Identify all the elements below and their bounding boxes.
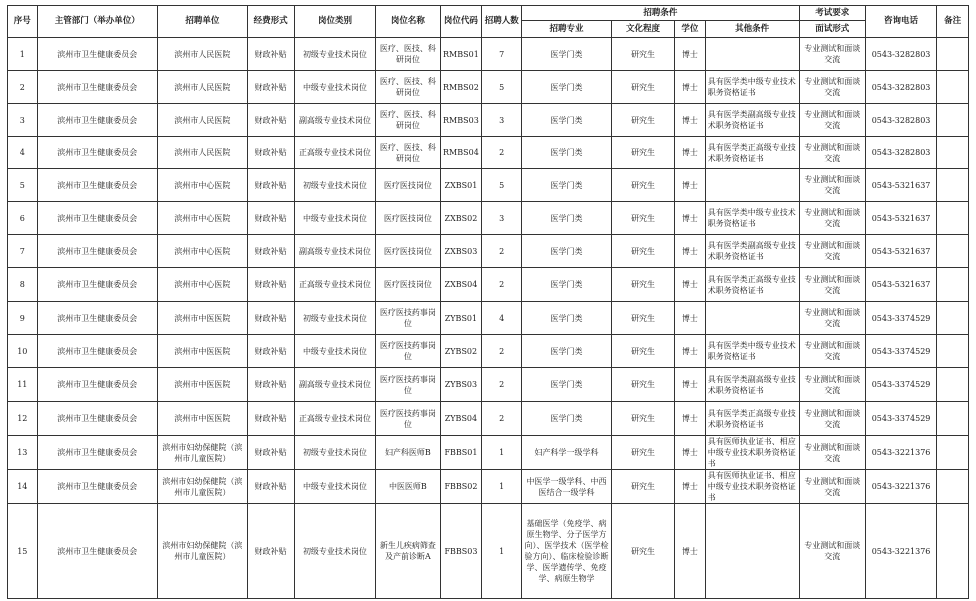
cell-position-name: 医疗医技岗位 <box>376 268 440 302</box>
cell-unit: 滨州市妇幼保健院（滨州市儿童医院） <box>157 504 247 599</box>
cell-headcount: 3 <box>482 104 522 137</box>
cell-other-conditions: 具有医学类副高级专业技术职务资格证书 <box>705 368 799 402</box>
cell-degree: 博士 <box>675 436 706 470</box>
cell-degree: 博士 <box>675 402 706 436</box>
cell-degree: 博士 <box>675 169 706 202</box>
cell-remark <box>937 368 969 402</box>
cell-position-code: RMBS03 <box>440 104 482 137</box>
cell-dept: 滨州市卫生健康委员会 <box>37 104 157 137</box>
cell-dept: 滨州市卫生健康委员会 <box>37 504 157 599</box>
cell-major: 医学门类 <box>522 402 612 436</box>
cell-position-code: FBBS02 <box>440 470 482 504</box>
cell-exam-form: 专业测试和面谈交流 <box>799 38 865 71</box>
cell-fund: 财政补贴 <box>247 235 294 268</box>
cell-position-name: 医疗医技岗位 <box>376 169 440 202</box>
cell-seq: 14 <box>8 470 38 504</box>
cell-unit: 滨州市中医医院 <box>157 368 247 402</box>
cell-position-name: 医疗医技岗位 <box>376 235 440 268</box>
cell-phone: 0543-3282803 <box>865 137 936 169</box>
cell-remark <box>937 235 969 268</box>
cell-major: 基础医学（免疫学、病原生物学、分子医学方向）、医学技术（医学检验方向）、临床检验诊断学、医学遗传学、免疫学、病原生物学 <box>522 504 612 599</box>
cell-major: 医学门类 <box>522 335 612 368</box>
cell-position-type: 中级专业技术岗位 <box>294 470 376 504</box>
cell-unit: 滨州市中医医院 <box>157 302 247 335</box>
cell-remark <box>937 302 969 335</box>
cell-dept: 滨州市卫生健康委员会 <box>37 235 157 268</box>
cell-seq: 1 <box>8 38 38 71</box>
header-phone: 咨询电话 <box>865 6 936 38</box>
table-row <box>8 104 969 137</box>
cell-remark <box>937 504 969 599</box>
cell-major: 妇产科学一级学科 <box>522 436 612 470</box>
cell-seq: 10 <box>8 335 38 368</box>
cell-education: 研究生 <box>611 202 674 235</box>
cell-degree: 博士 <box>675 268 706 302</box>
cell-fund: 财政补贴 <box>247 504 294 599</box>
table-row <box>8 368 969 402</box>
table-row <box>8 137 969 169</box>
cell-position-type: 初级专业技术岗位 <box>294 436 376 470</box>
cell-phone: 0543-3221376 <box>865 504 936 599</box>
cell-degree: 博士 <box>675 302 706 335</box>
cell-other-conditions: 具有医学类正高级专业技术职务资格证书 <box>705 402 799 436</box>
cell-position-code: RMBS04 <box>440 137 482 169</box>
cell-position-name: 医疗医技药事岗位 <box>376 335 440 368</box>
cell-other-conditions <box>705 169 799 202</box>
cell-exam-form: 专业测试和面谈交流 <box>799 335 865 368</box>
cell-unit: 滨州市中心医院 <box>157 202 247 235</box>
cell-fund: 财政补贴 <box>247 71 294 104</box>
cell-degree: 博士 <box>675 104 706 137</box>
cell-headcount: 1 <box>482 504 522 599</box>
cell-major: 医学门类 <box>522 202 612 235</box>
cell-other-conditions: 具有医师执业证书、相应中级专业技术职务资格证书 <box>705 470 799 504</box>
cell-major: 医学门类 <box>522 302 612 335</box>
cell-education: 研究生 <box>611 137 674 169</box>
cell-other-conditions: 具有医学类中级专业技术职务资格证书 <box>705 335 799 368</box>
cell-headcount: 2 <box>482 335 522 368</box>
cell-education: 研究生 <box>611 402 674 436</box>
cell-other-conditions: 具有医学类正高级专业技术职务资格证书 <box>705 268 799 302</box>
table-row <box>8 235 969 268</box>
cell-headcount: 2 <box>482 402 522 436</box>
cell-position-type: 初级专业技术岗位 <box>294 504 376 599</box>
cell-position-code: ZYBS04 <box>440 402 482 436</box>
cell-fund: 财政补贴 <box>247 368 294 402</box>
cell-seq: 13 <box>8 436 38 470</box>
header-exam: 考试要求 <box>799 6 865 21</box>
table-row <box>8 504 969 599</box>
cell-education: 研究生 <box>611 71 674 104</box>
header-ptype: 岗位类别 <box>294 6 376 38</box>
cell-position-type: 正高级专业技术岗位 <box>294 402 376 436</box>
cell-phone: 0543-3282803 <box>865 71 936 104</box>
cell-remark <box>937 169 969 202</box>
cell-position-type: 初级专业技术岗位 <box>294 38 376 71</box>
cell-position-type: 中级专业技术岗位 <box>294 71 376 104</box>
cell-headcount: 2 <box>482 137 522 169</box>
cell-seq: 3 <box>8 104 38 137</box>
cell-dept: 滨州市卫生健康委员会 <box>37 38 157 71</box>
cell-dept: 滨州市卫生健康委员会 <box>37 368 157 402</box>
cell-degree: 博士 <box>675 71 706 104</box>
cell-position-code: ZXBS03 <box>440 235 482 268</box>
cell-exam-form: 专业测试和面谈交流 <box>799 71 865 104</box>
cell-exam-form: 专业测试和面谈交流 <box>799 202 865 235</box>
cell-education: 研究生 <box>611 169 674 202</box>
cell-major: 医学门类 <box>522 38 612 71</box>
cell-education: 研究生 <box>611 104 674 137</box>
cell-unit: 滨州市中心医院 <box>157 268 247 302</box>
header-fund: 经费形式 <box>247 6 294 38</box>
cell-education: 研究生 <box>611 38 674 71</box>
cell-exam-form: 专业测试和面谈交流 <box>799 368 865 402</box>
cell-exam-form: 专业测试和面谈交流 <box>799 402 865 436</box>
cell-position-code: ZYBS01 <box>440 302 482 335</box>
cell-phone: 0543-3374529 <box>865 368 936 402</box>
cell-position-name: 医疗医技药事岗位 <box>376 402 440 436</box>
cell-position-code: ZXBS01 <box>440 169 482 202</box>
cell-phone: 0543-3374529 <box>865 302 936 335</box>
cell-position-type: 副高级专业技术岗位 <box>294 368 376 402</box>
cell-degree: 博士 <box>675 368 706 402</box>
table-row <box>8 38 969 71</box>
cell-dept: 滨州市卫生健康委员会 <box>37 402 157 436</box>
cell-major: 医学门类 <box>522 137 612 169</box>
cell-major: 医学门类 <box>522 169 612 202</box>
header-degree: 学位 <box>675 21 706 38</box>
cell-headcount: 4 <box>482 302 522 335</box>
cell-degree: 博士 <box>675 504 706 599</box>
cell-dept: 滨州市卫生健康委员会 <box>37 302 157 335</box>
cell-seq: 12 <box>8 402 38 436</box>
cell-remark <box>937 402 969 436</box>
cell-seq: 6 <box>8 202 38 235</box>
cell-unit: 滨州市中心医院 <box>157 235 247 268</box>
cell-degree: 博士 <box>675 202 706 235</box>
cell-exam-form: 专业测试和面谈交流 <box>799 504 865 599</box>
cell-dept: 滨州市卫生健康委员会 <box>37 202 157 235</box>
cell-dept: 滨州市卫生健康委员会 <box>37 268 157 302</box>
cell-position-name: 医疗医技药事岗位 <box>376 368 440 402</box>
cell-exam-form: 专业测试和面谈交流 <box>799 169 865 202</box>
cell-education: 研究生 <box>611 302 674 335</box>
cell-other-conditions <box>705 504 799 599</box>
cell-position-type: 中级专业技术岗位 <box>294 202 376 235</box>
cell-exam-form: 专业测试和面谈交流 <box>799 104 865 137</box>
cell-position-code: ZYBS03 <box>440 368 482 402</box>
cell-position-name: 医疗、医技、科研岗位 <box>376 104 440 137</box>
cell-education: 研究生 <box>611 335 674 368</box>
cell-unit: 滨州市中心医院 <box>157 169 247 202</box>
cell-unit: 滨州市中医医院 <box>157 335 247 368</box>
cell-other-conditions: 具有医学类中级专业技术职务资格证书 <box>705 202 799 235</box>
cell-fund: 财政补贴 <box>247 169 294 202</box>
cell-headcount: 2 <box>482 368 522 402</box>
cell-headcount: 5 <box>482 169 522 202</box>
cell-headcount: 1 <box>482 470 522 504</box>
cell-remark <box>937 71 969 104</box>
cell-degree: 博士 <box>675 38 706 71</box>
table-header <box>8 6 969 38</box>
table-row <box>8 470 969 504</box>
cell-education: 研究生 <box>611 470 674 504</box>
cell-phone: 0543-5321637 <box>865 235 936 268</box>
table-row <box>8 302 969 335</box>
cell-degree: 博士 <box>675 137 706 169</box>
cell-major: 医学门类 <box>522 268 612 302</box>
cell-other-conditions: 具有医师执业证书、相应中级专业技术职务资格证书 <box>705 436 799 470</box>
cell-exam-form: 专业测试和面谈交流 <box>799 268 865 302</box>
table-row <box>8 202 969 235</box>
header-remark: 备注 <box>937 6 969 38</box>
cell-fund: 财政补贴 <box>247 470 294 504</box>
cell-unit: 滨州市妇幼保健院（滨州市儿童医院） <box>157 436 247 470</box>
cell-position-name: 医疗、医技、科研岗位 <box>376 38 440 71</box>
cell-position-name: 医疗医技岗位 <box>376 202 440 235</box>
cell-phone: 0543-5321637 <box>865 268 936 302</box>
cell-position-type: 副高级专业技术岗位 <box>294 235 376 268</box>
cell-unit: 滨州市中医医院 <box>157 402 247 436</box>
cell-position-type: 正高级专业技术岗位 <box>294 137 376 169</box>
cell-phone: 0543-5321637 <box>865 169 936 202</box>
cell-seq: 9 <box>8 302 38 335</box>
header-edu: 文化程度 <box>611 21 674 38</box>
cell-education: 研究生 <box>611 504 674 599</box>
cell-major: 医学门类 <box>522 368 612 402</box>
table-row <box>8 335 969 368</box>
cell-headcount: 2 <box>482 235 522 268</box>
cell-position-name: 医疗、医技、科研岗位 <box>376 71 440 104</box>
cell-exam-form: 专业测试和面谈交流 <box>799 137 865 169</box>
cell-fund: 财政补贴 <box>247 137 294 169</box>
cell-other-conditions <box>705 302 799 335</box>
cell-remark <box>937 268 969 302</box>
cell-dept: 滨州市卫生健康委员会 <box>37 335 157 368</box>
cell-seq: 8 <box>8 268 38 302</box>
cell-dept: 滨州市卫生健康委员会 <box>37 470 157 504</box>
header-seq: 序号 <box>8 6 38 38</box>
cell-other-conditions: 具有医学类中级专业技术职务资格证书 <box>705 71 799 104</box>
table-body <box>8 38 969 599</box>
cell-seq: 7 <box>8 235 38 268</box>
cell-other-conditions: 具有医学类正高级专业技术职务资格证书 <box>705 137 799 169</box>
cell-headcount: 2 <box>482 268 522 302</box>
recruitment-table-wrapper <box>7 5 969 599</box>
header-other: 其他条件 <box>705 21 799 38</box>
cell-phone: 0543-3282803 <box>865 104 936 137</box>
cell-position-type: 初级专业技术岗位 <box>294 302 376 335</box>
cell-position-name: 妇产科医师B <box>376 436 440 470</box>
cell-education: 研究生 <box>611 368 674 402</box>
cell-position-type: 初级专业技术岗位 <box>294 169 376 202</box>
cell-degree: 博士 <box>675 235 706 268</box>
cell-exam-form: 专业测试和面谈交流 <box>799 436 865 470</box>
cell-remark <box>937 470 969 504</box>
cell-remark <box>937 38 969 71</box>
cell-position-name: 新生儿疾病筛查及产前诊断A <box>376 504 440 599</box>
cell-position-type: 正高级专业技术岗位 <box>294 268 376 302</box>
cell-unit: 滨州市人民医院 <box>157 137 247 169</box>
cell-headcount: 7 <box>482 38 522 71</box>
cell-phone: 0543-3221376 <box>865 470 936 504</box>
table-row <box>8 71 969 104</box>
cell-seq: 5 <box>8 169 38 202</box>
cell-major: 医学门类 <box>522 104 612 137</box>
cell-major: 中医学一级学科、中西医结合一级学科 <box>522 470 612 504</box>
recruitment-table <box>7 5 969 599</box>
cell-unit: 滨州市人民医院 <box>157 104 247 137</box>
cell-fund: 财政补贴 <box>247 104 294 137</box>
cell-seq: 4 <box>8 137 38 169</box>
cell-unit: 滨州市人民医院 <box>157 38 247 71</box>
cell-position-name: 医疗、医技、科研岗位 <box>376 137 440 169</box>
cell-exam-form: 专业测试和面谈交流 <box>799 470 865 504</box>
header-exam-form: 面试形式 <box>799 21 865 38</box>
cell-major: 医学门类 <box>522 235 612 268</box>
cell-degree: 博士 <box>675 470 706 504</box>
cell-fund: 财政补贴 <box>247 268 294 302</box>
cell-position-code: ZYBS02 <box>440 335 482 368</box>
cell-position-code: RMBS01 <box>440 38 482 71</box>
table-row <box>8 402 969 436</box>
cell-fund: 财政补贴 <box>247 402 294 436</box>
cell-dept: 滨州市卫生健康委员会 <box>37 436 157 470</box>
cell-education: 研究生 <box>611 235 674 268</box>
cell-position-code: ZXBS02 <box>440 202 482 235</box>
header-major: 招聘专业 <box>522 21 612 38</box>
cell-phone: 0543-3221376 <box>865 436 936 470</box>
cell-position-type: 副高级专业技术岗位 <box>294 104 376 137</box>
cell-phone: 0543-3282803 <box>865 38 936 71</box>
cell-position-name: 中医医师B <box>376 470 440 504</box>
cell-exam-form: 专业测试和面谈交流 <box>799 235 865 268</box>
cell-education: 研究生 <box>611 436 674 470</box>
cell-unit: 滨州市妇幼保健院（滨州市儿童医院） <box>157 470 247 504</box>
cell-remark <box>937 104 969 137</box>
header-dept: 主管部门（举办单位） <box>37 6 157 38</box>
cell-position-type: 中级专业技术岗位 <box>294 335 376 368</box>
cell-position-code: FBBS03 <box>440 504 482 599</box>
cell-other-conditions: 具有医学类副高级专业技术职务资格证书 <box>705 235 799 268</box>
cell-phone: 0543-3374529 <box>865 402 936 436</box>
cell-dept: 滨州市卫生健康委员会 <box>37 169 157 202</box>
cell-seq: 2 <box>8 71 38 104</box>
cell-fund: 财政补贴 <box>247 335 294 368</box>
cell-exam-form: 专业测试和面谈交流 <box>799 302 865 335</box>
cell-fund: 财政补贴 <box>247 436 294 470</box>
cell-remark <box>937 335 969 368</box>
cell-position-code: RMBS02 <box>440 71 482 104</box>
cell-degree: 博士 <box>675 335 706 368</box>
cell-seq: 11 <box>8 368 38 402</box>
cell-remark <box>937 137 969 169</box>
cell-dept: 滨州市卫生健康委员会 <box>37 71 157 104</box>
header-code: 岗位代码 <box>440 6 482 38</box>
cell-phone: 0543-3374529 <box>865 335 936 368</box>
header-num: 招聘人数 <box>482 6 522 38</box>
cell-seq: 15 <box>8 504 38 599</box>
cell-major: 医学门类 <box>522 71 612 104</box>
cell-headcount: 5 <box>482 71 522 104</box>
table-row <box>8 436 969 470</box>
cell-fund: 财政补贴 <box>247 302 294 335</box>
header-pname: 岗位名称 <box>376 6 440 38</box>
cell-phone: 0543-5321637 <box>865 202 936 235</box>
cell-fund: 财政补贴 <box>247 202 294 235</box>
cell-position-code: ZXBS04 <box>440 268 482 302</box>
cell-unit: 滨州市人民医院 <box>157 71 247 104</box>
cell-position-code: FBBS01 <box>440 436 482 470</box>
cell-education: 研究生 <box>611 268 674 302</box>
table-row <box>8 268 969 302</box>
cell-dept: 滨州市卫生健康委员会 <box>37 137 157 169</box>
cell-headcount: 1 <box>482 436 522 470</box>
cell-headcount: 3 <box>482 202 522 235</box>
cell-remark <box>937 202 969 235</box>
header-conditions: 招聘条件 <box>522 6 799 21</box>
cell-position-name: 医疗医技药事岗位 <box>376 302 440 335</box>
cell-remark <box>937 436 969 470</box>
table-row <box>8 169 969 202</box>
cell-fund: 财政补贴 <box>247 38 294 71</box>
cell-other-conditions <box>705 38 799 71</box>
header-unit: 招聘单位 <box>157 6 247 38</box>
cell-other-conditions: 具有医学类副高级专业技术职务资格证书 <box>705 104 799 137</box>
